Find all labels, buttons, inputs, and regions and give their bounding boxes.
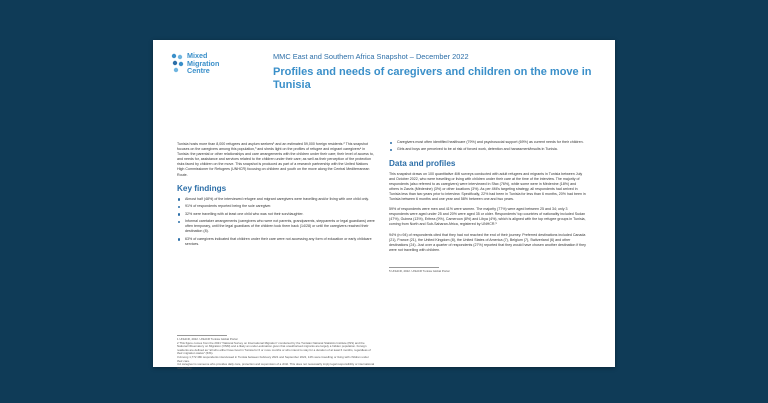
footnote-divider: [389, 267, 439, 268]
footnote-divider: [177, 335, 227, 336]
mmc-logo: [171, 52, 231, 82]
key-findings-heading: Key findings: [177, 183, 227, 193]
document-page: [153, 40, 615, 370]
logo-line-2: Migration: [187, 58, 220, 68]
intro-paragraph: Tunisia hosts more than 8,000 refugees and asylum seekers¹ and an estimated 59,000 foreign residents.² This snapshot focuses on the caregivers among this population,³ and sheds light on the profiles of refugee and migrant caregivers⁴ in Tunisia: the parental or other relationships and care arrangements with the children under their care; their level of access to, and needs for, assistance and services related to the children under their care; as well as their perception of the protection risks faced by children on the move. This snapshot is produced as part of a research partnership with the United Nations High Commissioner for Refugees (UNHCR) focusing on children and youth on the move along the Central Mediterranean Route.: [177, 142, 374, 177]
report-series-subtitle: MMC East and Southern Africa Snapshot – December 2022: [273, 52, 469, 61]
footnote: 1 UNHCR, 2022. UNHCR Tunisia Global Portal: [177, 337, 238, 341]
left-column: [177, 142, 375, 249]
report-title: Profiles and needs of caregivers and children on the move in Tunisia: [273, 66, 592, 91]
footnote: 3 Among 1,772 4Mi respondents interviewed in Tunisia between February 2021 and September 2022, 14% were travelling or living with children under their care.: [177, 354, 369, 363]
data-paragraph-1: This snapshot draws on 100 quantitative 4Mi surveys conducted with adult refugees and migrants in Tunisia between July and October 2022, who were travelling or living with children under their care at the time of the interview. The majority of respondents (also referred to as caregivers) were interviewed in Sfax (76%), while some were in Médenine (18%) and others in Zarzis (Médenine) (3%) or other locations (3%). As per 4Mi's targeting strategy, all respondents had arrived in Tunisia less than two years prior to interview. Specifically, 22% had been in Tunisia for less than 6 months, 20% had been in Tunisia between 6 months and one year and 58% between one and two years.: [389, 171, 586, 202]
data-profiles-heading: Data and profiles: [389, 158, 456, 168]
data-paragraph-2: 59% of respondents were men and 41% were women. The majority (77%) were aged between 25 and 34; only 3 respondents were aged under 25 and 20% were aged 35 or older. Respondents' top countries of nationality included Sudan (47%), Guinea (13%), Eritrea (9%), Cameroon (8%) and Libya (4%), which is aligned with the top refugee groups in Tunisia, coming from North and Sub-Saharan Africa, registered by UNHCR.⁵: [389, 207, 586, 227]
finding-item: 63% of caregivers indicated that children under their care were not accessing any form of education or early childcare services.: [177, 237, 375, 247]
right-column: [389, 140, 587, 273]
footnote: 2 This figure comes from the 2021 "National Survey on International Migration" conducted by the Tunisian National Statistics Institute (INS) and the National Observatory on Migration (ONM) and a likely an under-estimation given that unauthorised migrants are largely a hidden population. Foreign residents are defined as "all who either have lived in Tunisia for 6 or more months or who intend to stay for a duration of at least 6 months, regardless of their migration status" (INS).: [177, 340, 371, 356]
logo-line-1: Mixed: [187, 51, 208, 60]
finding-item: 32% were travelling with at least one child who was not their son/daughter.: [177, 212, 375, 217]
finding-item: 91% of respondents reported being the sole caregiver.: [177, 204, 375, 209]
left-footnotes: [177, 335, 375, 370]
mmc-logo-text: [187, 52, 219, 75]
data-paragraph-3: 94% (n=94) of respondents cited that they had not reached the end of their journey. Preferred destinations included Canada (21), France (21), the United Kingdom (8), the United States of America (7), Belgium (7), Switzerland (6) and other destinations (24). Just over a quarter of respondents (27%) reported that they would have chosen another destination if they were not travelling with children.: [389, 232, 586, 252]
finding-item: Girls and boys are perceived to be at risk of forced work, detention and harassment/insults in Tunisia.: [389, 147, 587, 152]
finding-item: Informal caretaker arrangements (caregivers who were not parents, grandparents, stepparents or legal guardians) were often temporary, until the legal guardians of the children took them back (14/28) or until the caregivers reached their destination (8).: [177, 219, 375, 234]
right-findings-list: [389, 140, 587, 153]
footnote: 5 UNHCR, 2022. UNHCR Tunisia Global Portal: [389, 268, 450, 273]
key-findings-list: [177, 197, 375, 247]
finding-item: Almost half (48%) of the interviewed refugee and migrant caregivers were travelling and/or living with one child only.: [177, 197, 375, 202]
finding-item: Caregivers most often identified healthcare (79%) and psychosocial support (69%) as current needs for their children.: [389, 140, 587, 145]
footnote: 4 A caregiver is someone who provides daily care, protection and supervision of a child. This does not necessarily imply legal responsibility or international relationship.: [177, 362, 375, 370]
mmc-logo-mark-icon: [171, 53, 184, 75]
logo-line-3: Centre: [187, 66, 210, 76]
